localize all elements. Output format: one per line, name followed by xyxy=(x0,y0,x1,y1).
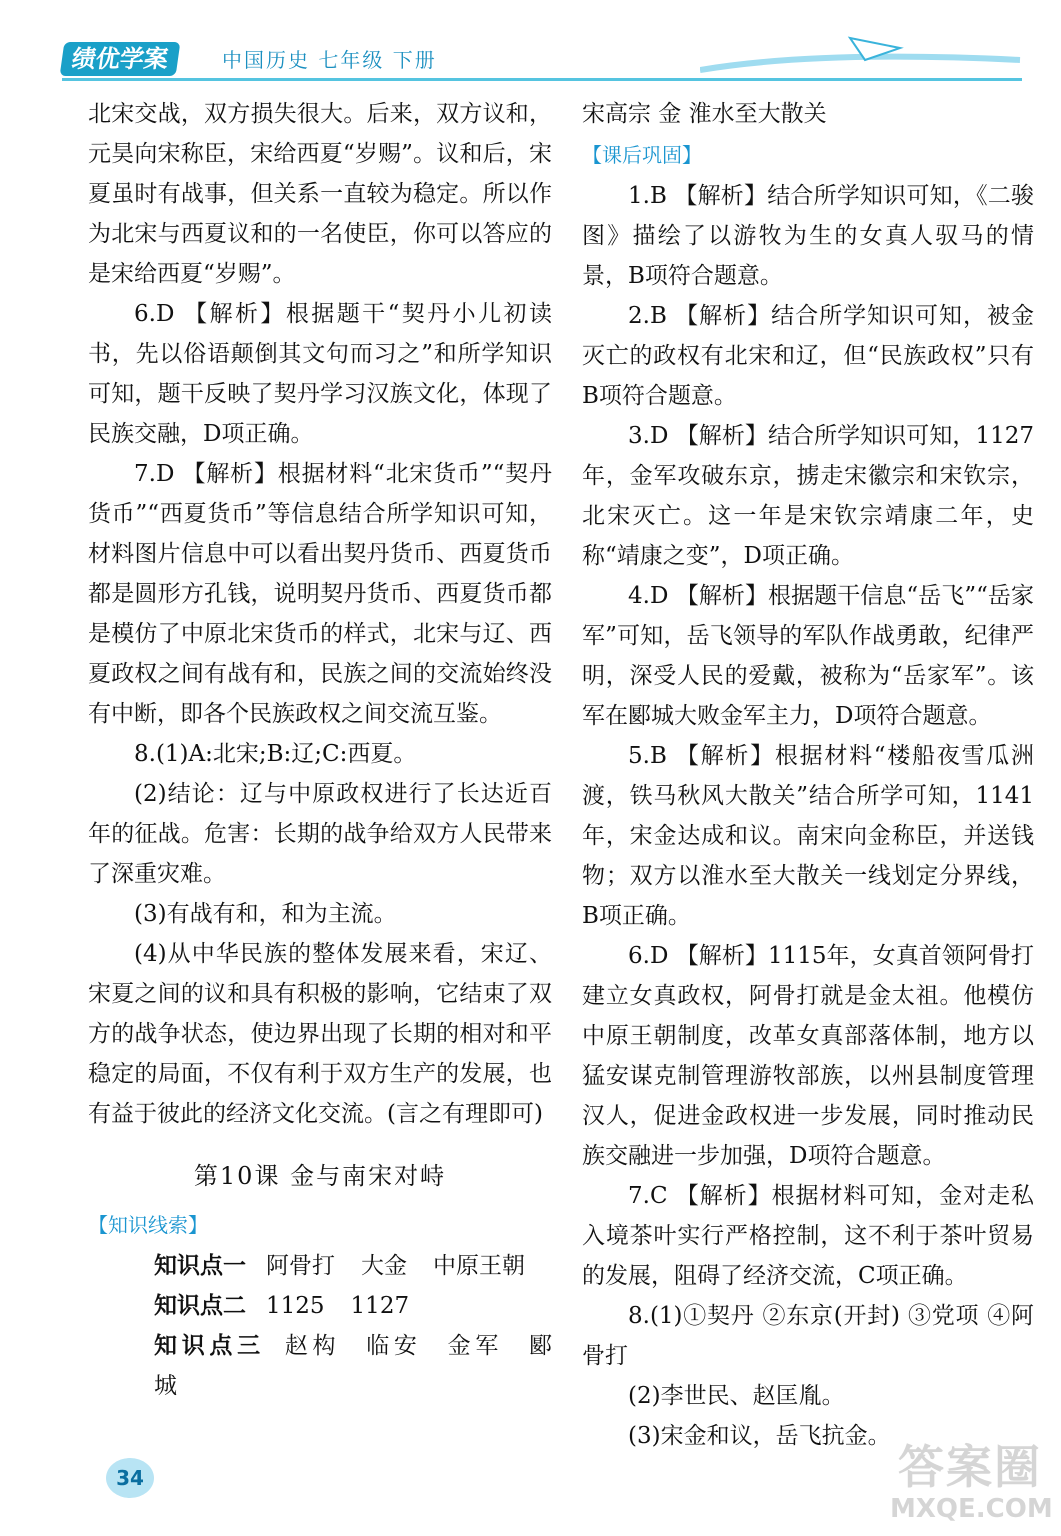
page-header xyxy=(0,0,1061,90)
header-rule xyxy=(62,78,1022,81)
knowledge-point-2 xyxy=(88,1286,552,1326)
practice-answer-2: 2.B 【解析】结合所学知识可知，被金灭亡的政权有北宋和辽，但“民族政权”只有B项符合题意。 xyxy=(582,303,1034,409)
kp-item: 郾城 xyxy=(154,1333,553,1399)
watermark-url: MXQE.COM xyxy=(890,1494,1053,1524)
practice-answer-4: 4.D 【解析】根据题干信息“岳飞”“岳家军”可知，岳飞领导的军队作战勇敢，纪律严明，深受人民的爱戴，被称为“岳家军”。该军在郾城大败金军主力，D项符合题意。 xyxy=(582,583,1034,729)
section-label-knowledge: 【知识线索】 xyxy=(88,1213,208,1237)
left-column xyxy=(88,94,552,1406)
section-label-practice: 【课后巩固】 xyxy=(582,143,702,167)
kp-item: 1127 xyxy=(350,1293,410,1319)
practice-answer-6: 6.D 【解析】1115年，女真首领阿骨打建立女真政权，阿骨打就是金太祖。他模仿中原王朝制度，改革女真部落体制，地方以猛安谋克制管理游牧部族，以州县制度管理汉人，促进金政权进一步发展，同时推动民族交融进一步加强，D项符合题意。 xyxy=(582,943,1034,1169)
kp-label: 知识点二 xyxy=(154,1293,246,1319)
kp-item: 大金 xyxy=(361,1253,407,1279)
right-column xyxy=(582,94,1034,1456)
practice-answer-8-3: (3)宋金和议，岳飞抗金。 xyxy=(628,1423,891,1449)
page-number: 34 xyxy=(106,1458,154,1498)
kp-item: 赵构 xyxy=(284,1333,341,1359)
practice-answer-8-1: 8.(1)①契丹 ②东京(开封) ③党项 ④阿骨打 xyxy=(582,1303,1034,1369)
paragraph: 宋高宗 金 淮水至大散关 xyxy=(582,101,827,127)
knowledge-point-1 xyxy=(88,1246,552,1286)
paper-plane-icon xyxy=(700,30,1030,80)
watermark-logo: 答案圈 xyxy=(898,1440,1042,1494)
answer-7: 7.D 【解析】根据材料“北宋货币”“契丹货币”“西夏货币”等信息结合所学知识可知，材料图片信息中可以看出契丹货币、西夏货币都是圆形方孔钱，说明契丹货币、西夏货币都是模仿了中原北宋货币的样式，北宋与辽、西夏政权之间有战有和，民族之间的交流始终没有中断，即各个民族政权之间交流互鉴。 xyxy=(88,461,552,727)
practice-answer-3: 3.D 【解析】结合所学知识可知，1127年，金军攻破东京，掳走宋徽宗和宋钦宗，北宋灭亡。这一年是宋钦宗靖康二年，史称“靖康之变”，D项正确。 xyxy=(582,423,1034,569)
answer-8-1: 8.(1)A:北宋;B:辽;C:西夏。 xyxy=(134,741,417,767)
knowledge-point-3 xyxy=(88,1326,552,1406)
answer-6: 6.D 【解析】根据题干“契丹小儿初读书，先以俗语颠倒其文句而习之”和所学知识可知，题干反映了契丹学习汉族文化，体现了民族交融，D项正确。 xyxy=(88,301,552,447)
kp-item: 中原王朝 xyxy=(433,1253,525,1279)
answer-8-2: (2)结论：辽与中原政权进行了长达近百年的征战。危害：长期的战争给双方人民带来了深重灾难。 xyxy=(88,781,552,887)
practice-answer-1: 1.B 【解析】结合所学知识可知，《二骏图》描绘了以游牧为生的女真人驭马的情景，B项符合题意。 xyxy=(582,183,1034,289)
paragraph: 北宋交战，双方损失很大。后来，双方议和，元昊向宋称臣，宋给西夏“岁赐”。议和后，宋夏虽时有战事，但关系一直较为稳定。所以作为北宋与西夏议和的一名使臣，你可以答应的是宋给西夏“岁赐”。 xyxy=(88,101,552,287)
answer-8-4: (4)从中华民族的整体发展来看，宋辽、宋夏之间的议和具有积极的影响，它结束了双方的战争状态，使边界出现了长期的相对和平稳定的局面，不仅有利于双方生产的发展，也有益于彼此的经济文化交流。(言之有理即可) xyxy=(88,941,552,1127)
watermark xyxy=(890,1440,1053,1530)
lesson-title: 第10课 金与南宋对峙 xyxy=(193,1162,447,1190)
answer-8-3: (3)有战有和，和为主流。 xyxy=(134,901,397,927)
practice-answer-5: 5.B 【解析】根据材料“楼船夜雪瓜洲渡，铁马秋风大散关”结合所学可知，1141年，宋金达成和议。南宋向金称臣，并送钱物；双方以淮水至大散关一线划定分界线，B项正确。 xyxy=(582,743,1034,929)
kp-item: 临安 xyxy=(366,1333,422,1359)
kp-label: 知识点一 xyxy=(154,1253,246,1279)
kp-item: 阿骨打 xyxy=(266,1253,335,1279)
kp-item: 1125 xyxy=(266,1293,325,1319)
kp-item: 金军 xyxy=(447,1333,504,1359)
practice-answer-8-2: (2)李世民、赵匡胤。 xyxy=(628,1383,845,1409)
kp-label: 知识点三 xyxy=(154,1333,265,1359)
practice-answer-7: 7.C 【解析】根据材料可知，金对走私入境茶叶实行严格控制，这不利于茶叶贸易的发展，阻碍了经济交流，C项正确。 xyxy=(582,1183,1034,1289)
book-logo: 绩优学案 xyxy=(60,42,181,76)
subject-label: 中国历史 七年级 下册 xyxy=(222,48,437,72)
